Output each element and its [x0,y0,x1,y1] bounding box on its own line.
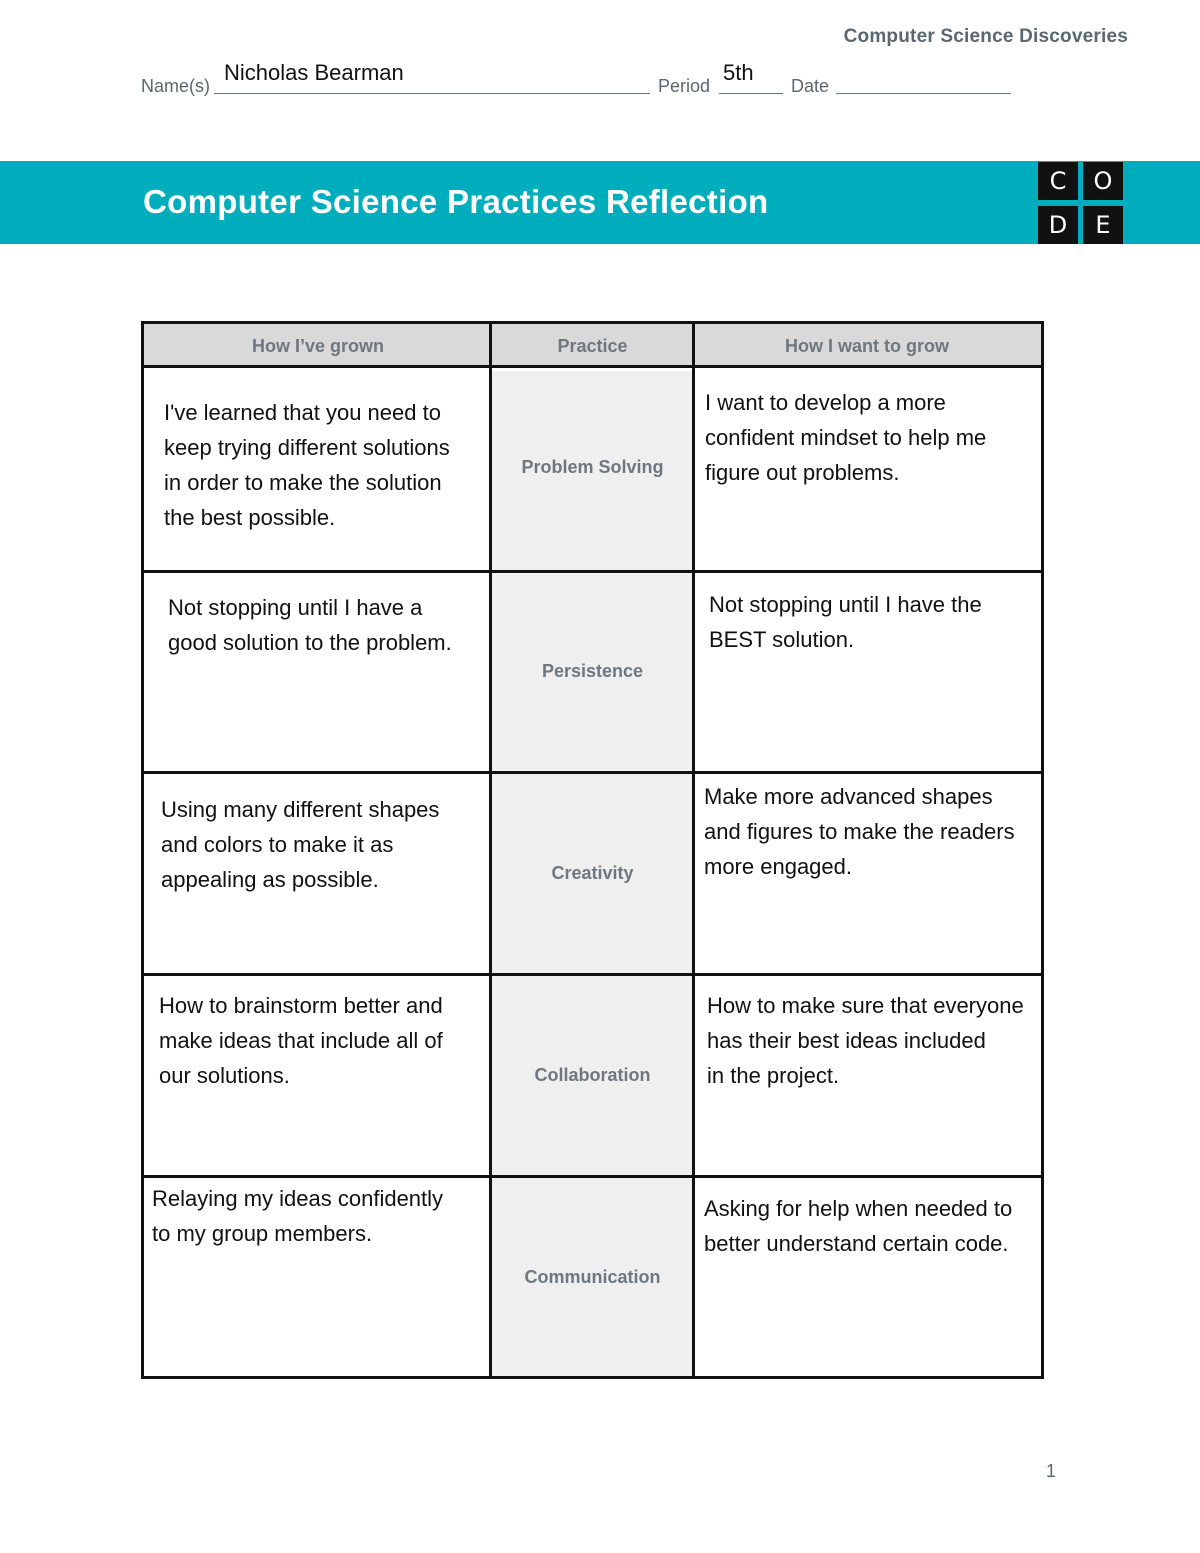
header-how-grown: How I’ve grown [144,324,492,368]
row-divider [144,771,1041,774]
title-banner [0,161,1200,244]
want-text: Make more advanced shapes and figures to make the readers more engaged. [704,784,1015,879]
date-underline [836,93,1011,94]
practice-collaboration: Collaboration [534,1065,651,1085]
column-divider [692,324,695,1376]
grown-text: Relaying my ideas confidently to my group members. [152,1186,444,1246]
want-text: Asking for help when needed to better understand certain code. [704,1196,1013,1256]
want-text: Not stopping until I have the BEST solution. [709,592,982,652]
period-label: Period [658,76,711,96]
want-text: How to make sure that everyone has their best ideas included in the project. [707,993,1024,1088]
grown-text: Not stopping until I have a good solution to the problem. [168,595,452,655]
row-divider [144,570,1041,573]
page-title: Computer Science Practices Reflection [143,183,769,220]
logo-letter-d: D [1038,206,1078,244]
practice-persistence: Persistence [541,661,644,681]
header-want-grow: How I want to grow [693,324,1041,368]
row-divider [144,973,1041,976]
practice-creativity: Creativity [551,863,634,883]
logo-letter-c: C [1038,162,1078,200]
page-number: 1 [1046,1461,1057,1481]
want-text: I want to develop a more confident mindset to help me figure out problems. [705,390,987,485]
name-value: Nicholas Bearman [224,60,404,85]
grown-text: Using many different shapes and colors to make it as appealing as possible. [161,797,440,892]
logo-letter-o: O [1083,162,1123,200]
name-label: Name(s) [141,76,211,96]
date-label: Date [791,76,830,96]
column-divider [489,324,492,1376]
grown-text: How to brainstorm better and make ideas that include all of our solutions. [159,993,443,1088]
course-title: Computer Science Discoveries [843,26,1128,47]
period-value: 5th [723,60,754,85]
period-underline [719,93,783,94]
code-logo [1038,162,1124,245]
name-underline [214,93,650,94]
practice-communication: Communication [524,1267,661,1287]
header-practice: Practice [492,324,693,368]
logo-letter-e: E [1083,206,1123,244]
row-divider [144,1175,1041,1178]
practice-problem-solving: Problem Solving [521,457,664,477]
reflection-table [141,321,1044,1379]
grown-text: I've learned that you need to keep trying different solutions in order to make the solution the best possible. [164,400,450,530]
